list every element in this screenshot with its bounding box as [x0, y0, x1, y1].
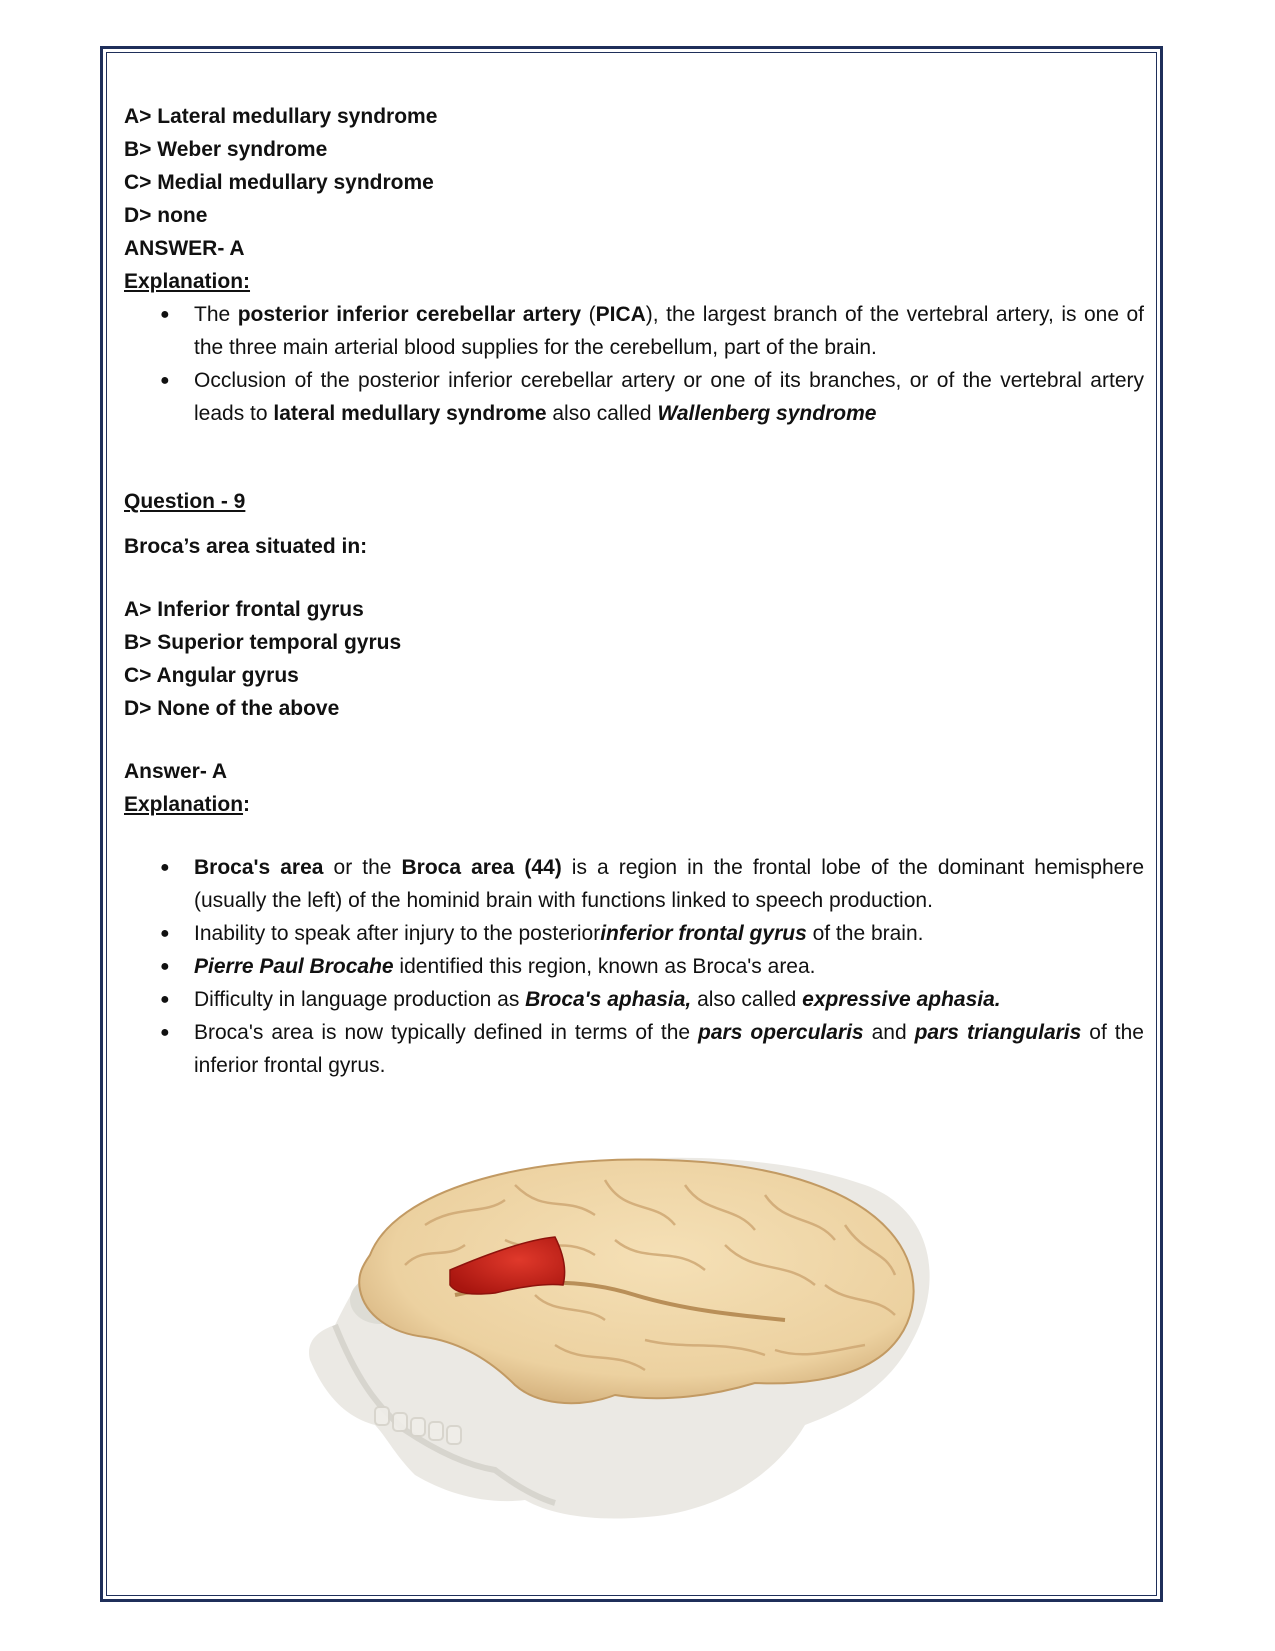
q9-heading: Question - 9	[124, 490, 246, 513]
q9-explanation-list	[124, 851, 1144, 1082]
brain-broca-illustration	[305, 1145, 985, 1545]
q9-option-c: C> Angular gyrus	[124, 664, 299, 687]
list-item: ● Inability to speak after injury to the posteriorinferior frontal gyrus of the brain.	[194, 917, 1144, 950]
q8-option-a: A> Lateral medullary syndrome	[124, 105, 438, 128]
list-item: ● Pierre Paul Brocahe identified this region, known as Broca's area.	[194, 950, 1144, 983]
q9-option-b: B> Superior temporal gyrus	[124, 631, 402, 654]
q8-option-d: D> none	[124, 204, 208, 227]
list-item: ● Occlusion of the posterior inferior cerebellar artery or one of its branches, or of the vertebral artery leads to lateral medullary syndrome also called Wallenberg syndrome	[194, 364, 1144, 430]
q9-explanation-heading: Explanation:	[124, 793, 251, 816]
q9-option-d: D> None of the above	[124, 697, 340, 720]
list-item: ● Broca's area or the Broca area (44) is a region in the frontal lobe of the dominant hemisphere (usually the left) of the hominid brain with functions linked to speech production.	[194, 851, 1144, 917]
list-item: ● Difficulty in language production as Broca's aphasia, also called expressive aphasia.	[194, 983, 1144, 1016]
q9-answer: Answer- A	[124, 760, 228, 783]
list-item: ● The posterior inferior cerebellar artery (PICA), the largest branch of the vertebral artery, is one of the three main arterial blood supplies for the cerebellum, part of the brain.	[194, 298, 1144, 364]
q8-option-c: C> Medial medullary syndrome	[124, 171, 434, 194]
q8-explanation-heading: Explanation:	[124, 270, 251, 293]
q8-option-b: B> Weber syndrome	[124, 138, 328, 161]
q8-explanation-list	[124, 298, 1144, 430]
list-item: ● Broca's area is now typically defined in terms of the pars opercularis and pars triangularis of the inferior frontal gyrus.	[194, 1016, 1144, 1082]
page-content	[124, 100, 1144, 1082]
q9-question: Broca’s area situated in:	[124, 535, 368, 558]
q9-option-a: A> Inferior frontal gyrus	[124, 598, 364, 621]
q8-answer: ANSWER- A	[124, 237, 245, 260]
